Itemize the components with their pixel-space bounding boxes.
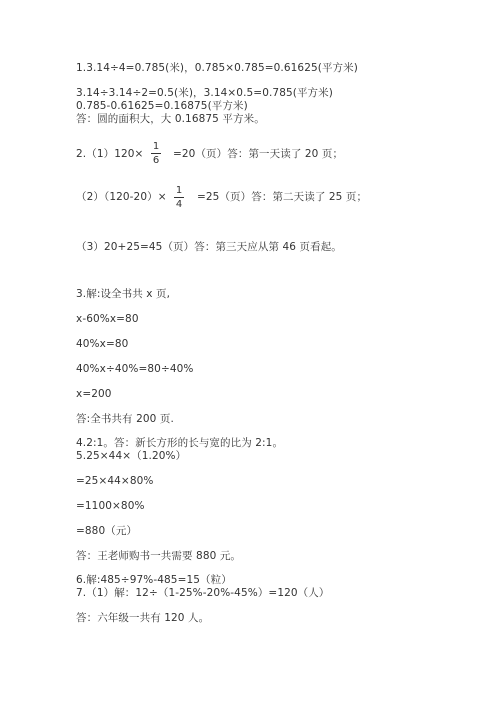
fraction-numerator: 1 bbox=[152, 141, 160, 152]
fraction-bar bbox=[174, 197, 184, 198]
answer-3-conclusion: 答:全书共有 200 页. bbox=[76, 413, 174, 425]
fraction-denominator: 6 bbox=[152, 155, 160, 166]
answer-2-part-1-prefix: 2.（1）120× bbox=[76, 148, 144, 160]
answer-2-part-3: （3）20+25=45（页）答：第三天应从第 46 页看起。 bbox=[76, 241, 342, 253]
answer-4: 4.2:1。答：新长方形的长与宽的比为 2:1。 bbox=[76, 437, 284, 449]
fraction-bar bbox=[151, 153, 161, 154]
answer-5-conclusion: 答：王老师购书一共需要 880 元。 bbox=[76, 550, 242, 562]
answer-3-step-1: x-60%x=80 bbox=[76, 313, 139, 325]
answer-7-step-1: 7.（1）解：12÷（1-25%-20%-45%）=120（人） bbox=[76, 587, 330, 599]
answer-5-step-4: =880（元） bbox=[76, 525, 138, 537]
answer-3-setup: 3.解:设全书共 x 页, bbox=[76, 288, 171, 300]
answer-7-conclusion: 答：六年级一共有 120 人。 bbox=[76, 612, 210, 624]
answer-3-step-4: x=200 bbox=[76, 388, 112, 400]
answer-5-step-3: =1100×80% bbox=[76, 500, 145, 512]
answer-5-step-2: =25×44×80% bbox=[76, 475, 154, 487]
answer-2-part-2-prefix: （2）（120-20）× bbox=[76, 191, 167, 203]
answer-6: 6.解:485÷97%-485=15（粒） bbox=[76, 574, 232, 586]
fraction-one-quarter bbox=[174, 185, 184, 210]
answer-1-line-3: 0.785-0.61625=0.16875(平方米) bbox=[76, 100, 248, 112]
fraction-denominator: 4 bbox=[175, 199, 183, 210]
answer-3-step-2: 40%x=80 bbox=[76, 338, 129, 350]
fraction-numerator: 1 bbox=[175, 185, 183, 196]
answer-5-step-1: 5.25×44×（1.20%） bbox=[76, 450, 187, 462]
answer-2-part-1-result: =20（页）答：第一天读了 20 页； bbox=[173, 148, 344, 160]
answer-1-conclusion: 答：圆的面积大，大 0.16875 平方米。 bbox=[76, 113, 265, 125]
answer-3-step-3: 40%x÷40%=80÷40% bbox=[76, 363, 194, 375]
answer-1-line-2: 3.14÷3.14÷2=0.5(米)，3.14×0.5=0.785(平方米) bbox=[76, 87, 333, 99]
answer-1-line-1: 1.3.14÷4=0.785(米)，0.785×0.785=0.61625(平方米) bbox=[76, 62, 358, 74]
fraction-one-sixth bbox=[151, 141, 161, 166]
answer-2-part-2-result: =25（页）答：第二天读了 25 页； bbox=[197, 191, 368, 203]
